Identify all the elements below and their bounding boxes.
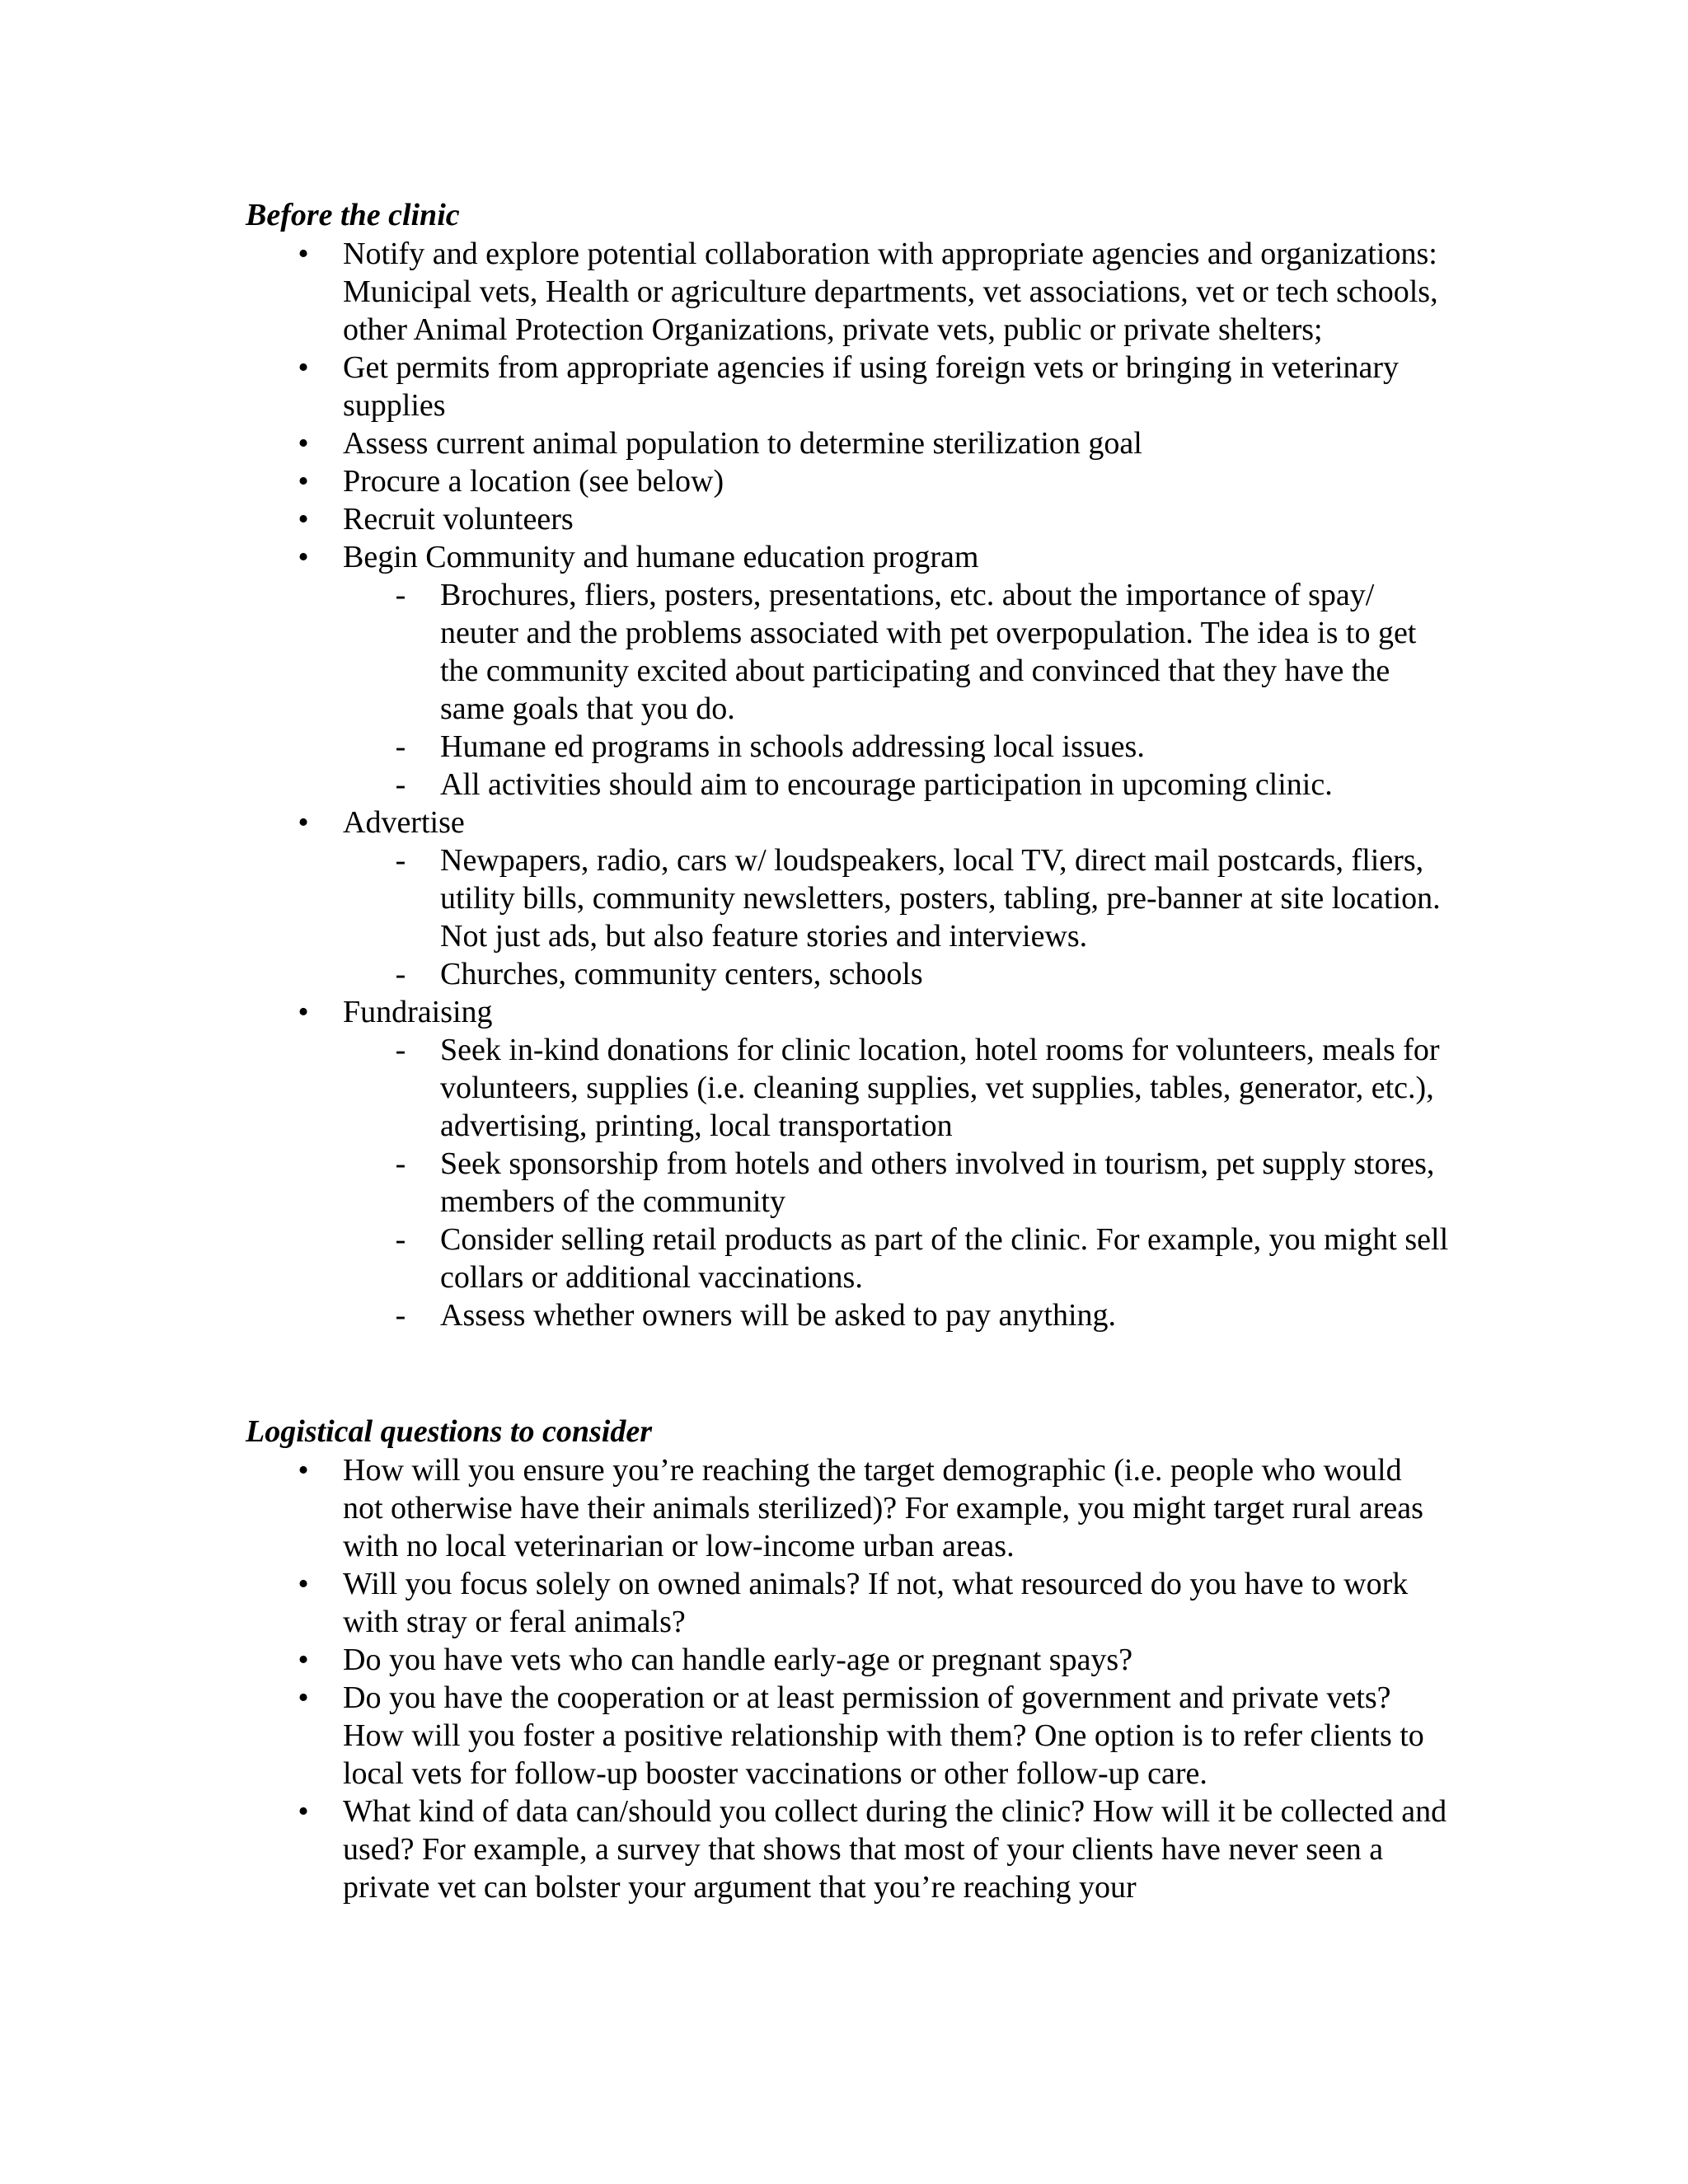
bullet-icon: • — [298, 237, 309, 271]
dash-icon: - — [395, 1222, 406, 1257]
list-item — [246, 1679, 1449, 1793]
list-item-text: Begin Community and humane education program — [343, 540, 979, 574]
sublist-item-text: Seek in-kind donations for clinic location, hotel rooms for volunteers, meals for volunteers, supplies (i.e. cleaning supplies, vet supplies, tables, generator, etc.), advertising, printing, local transportation — [440, 1033, 1440, 1143]
sublist-item — [343, 576, 1449, 728]
sublist-item-text: All activities should aim to encourage participation in upcoming clinic. — [440, 767, 1333, 802]
list-item — [246, 538, 1449, 804]
bullet-icon: • — [298, 1680, 309, 1715]
list-item-text: Procure a location (see below) — [343, 464, 724, 499]
dash-icon: - — [395, 767, 406, 802]
sublist-item — [343, 955, 1449, 993]
sublist-item-text: Humane ed programs in schools addressing local issues. — [440, 729, 1145, 764]
list-item — [246, 462, 1449, 500]
list-item — [246, 804, 1449, 993]
bullet-icon: • — [298, 805, 309, 840]
sublist-item-text: Churches, community centers, schools — [440, 957, 923, 991]
list-item-text: Assess current animal population to determine sterilization goal — [343, 426, 1142, 461]
list-item-text: How will you ensure you’re reaching the target demographic (i.e. people who would not otherwise have their animals sterilized)? For example, you might target rural areas with no local veterinarian or low-income urban areas. — [343, 1453, 1423, 1563]
sublist-item — [343, 1031, 1449, 1145]
sublist-item — [343, 841, 1449, 955]
bullet-icon: • — [298, 1643, 309, 1677]
bullet-icon: • — [298, 1567, 309, 1601]
list-item — [246, 1793, 1449, 1906]
bullet-icon: • — [298, 540, 309, 574]
list-item-text: What kind of data can/should you collect during the clinic? How will it be collected and used? For example, a survey that shows that most of your clients have never seen a private vet can bolster your argument that you’re reaching your — [343, 1794, 1447, 1905]
bullet-icon: • — [298, 1794, 309, 1829]
sublist — [343, 1031, 1449, 1334]
list-item — [246, 1641, 1449, 1679]
bullet-icon: • — [298, 464, 309, 499]
list-item-text: Do you have the cooperation or at least permission of government and private vets? How will you foster a positive relationship with them? One option is to refer clients to local vets for follow-up booster vaccinations or other follow-up care. — [343, 1680, 1424, 1791]
logistical-questions-list — [246, 1451, 1449, 1906]
list-item-text: Will you focus solely on owned animals? If not, what resourced do you have to work with stray or feral animals? — [343, 1567, 1409, 1639]
dash-icon: - — [395, 957, 406, 991]
section-heading-logistical-questions: Logistical questions to consider — [246, 1414, 652, 1449]
sublist-item-text: Seek sponsorship from hotels and others involved in tourism, pet supply stores, members of the community — [440, 1146, 1435, 1219]
sublist-item — [343, 728, 1449, 766]
list-item-text: Get permits from appropriate agencies if using foreign vets or bringing in veterinary supplies — [343, 350, 1400, 423]
section-heading-before-clinic: Before the clinic — [246, 198, 460, 232]
sublist-item — [343, 1145, 1449, 1221]
list-item — [246, 1451, 1449, 1565]
sublist-item-text: Consider selling retail products as part of the clinic. For example, you might sell collars or additional vaccinations. — [440, 1222, 1449, 1295]
sublist-item-text: Brochures, fliers, posters, presentations, etc. about the importance of spay/ neuter and the problems associated with pet overpopulation. The idea is to get the community excited about participating and convinced that they have the same goals that you do. — [440, 578, 1417, 726]
list-item — [246, 1565, 1449, 1641]
list-item-text: Do you have vets who can handle early-age or pregnant spays? — [343, 1643, 1133, 1677]
bullet-icon: • — [298, 426, 309, 461]
sublist-item-text: Assess whether owners will be asked to pay anything. — [440, 1298, 1117, 1333]
list-item — [246, 424, 1449, 462]
sublist — [343, 576, 1449, 804]
bullet-icon: • — [298, 350, 309, 385]
before-clinic-list — [246, 235, 1449, 1334]
dash-icon: - — [395, 729, 406, 764]
sublist-item — [343, 1296, 1449, 1334]
sublist-item — [343, 1221, 1449, 1296]
list-item-text: Fundraising — [343, 995, 493, 1029]
dash-icon: - — [395, 1146, 406, 1181]
list-item — [246, 993, 1449, 1334]
list-item-text: Recruit volunteers — [343, 502, 574, 537]
list-item — [246, 349, 1449, 424]
list-item — [246, 500, 1449, 538]
list-item — [246, 235, 1449, 349]
sublist-item-text: Newpapers, radio, cars w/ loudspeakers, local TV, direct mail postcards, fliers, utility bills, community newsletters, posters, tabling, pre-banner at site location. Not just ads, but also feature stories and interviews. — [440, 843, 1441, 954]
bullet-icon: • — [298, 1453, 309, 1488]
dash-icon: - — [395, 1033, 406, 1067]
bullet-icon: • — [298, 502, 309, 537]
list-item-text: Notify and explore potential collaboration with appropriate agencies and organizations: Municipal vets, Health or agriculture departments, vet associations, vet or tech schools, other Animal Protection Organizations, private vets, public or private shelters; — [343, 237, 1438, 347]
bullet-icon: • — [298, 995, 309, 1029]
dash-icon: - — [395, 843, 406, 878]
list-item-text: Advertise — [343, 805, 465, 840]
dash-icon: - — [395, 1298, 406, 1333]
sublist-item — [343, 766, 1449, 804]
sublist — [343, 841, 1449, 993]
dash-icon: - — [395, 578, 406, 612]
